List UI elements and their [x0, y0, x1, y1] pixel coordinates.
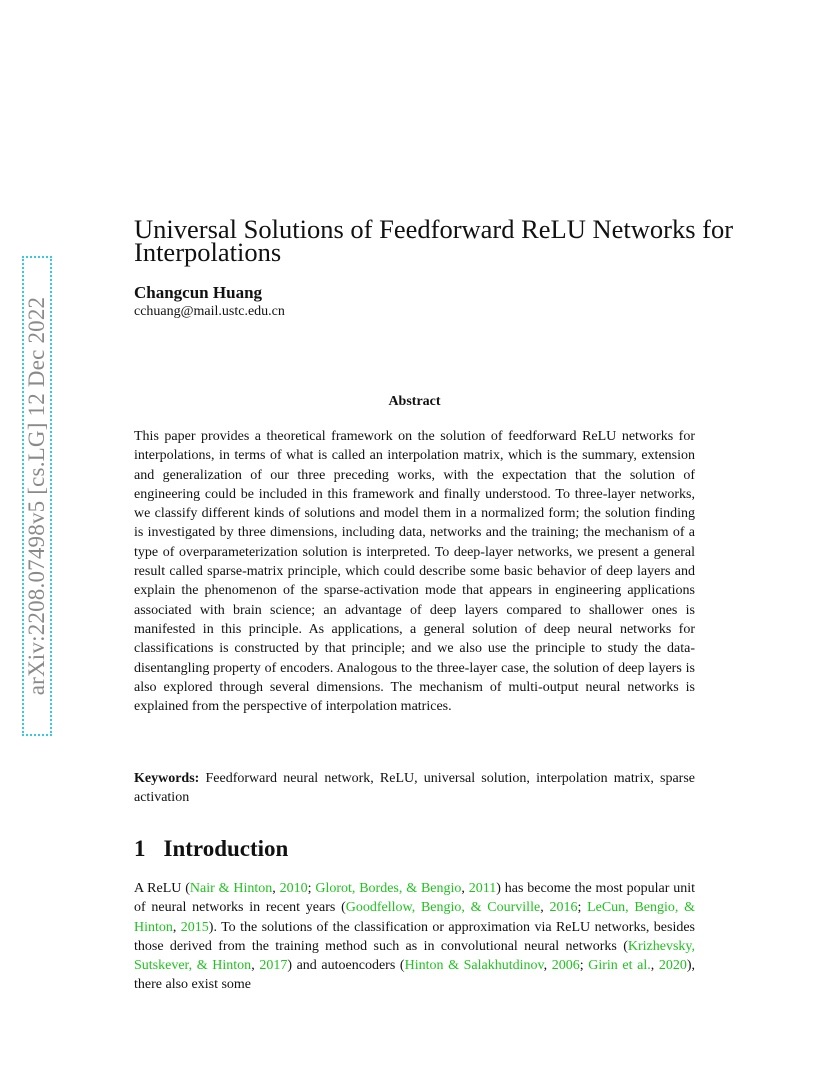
section-title: Introduction — [163, 836, 289, 861]
citation-link[interactable]: Girin et al. — [588, 958, 651, 974]
abstract-heading: Abstract — [388, 394, 441, 409]
abstract-text: This paper provides a theoretical framework on the solution of feedforward ReLU networks for interpolations, in terms of what is called an interpolation matrix, which is the summary, extension and generalization of our three preceding works, with the expectation that the solution of engineering could be included in this framework and finally understood. To three-layer networks, we classify different kinds of solutions and model them in a normalized form; the solution finding is investigated by three dimensions, including data, networks and the training; the mechanism of a type of overparameterization solution is interpreted. To deep-layer networks, we present a general result called sparse-matrix principle, which could describe some basic behavior of deep layers and explain the phenomenon of the sparse-activation mode that appears in engineering applications associated with brain science; an advantage of deep layers compared to shallower ones is manifested in this principle. As applications, a general solution of deep neural networks for classifications is constructed by that principle; and we also use the principle to study the data-disentangling property of encoders. Analogous to the three-layer case, the solution of deep layers is also explored through several dimensions. The mechanism of multi-output neural networks is explained from the perspective of interpolation matrices. — [134, 429, 695, 715]
section-heading — [134, 836, 288, 862]
citation-link[interactable]: 2011 — [468, 881, 497, 896]
citation-link[interactable]: Hinton & Salakhutdinov — [404, 958, 544, 974]
keywords-text: Feedforward neural network, ReLU, universal solution, interpolation matrix, sparse activation — [134, 771, 696, 806]
arxiv-identifier-box — [22, 256, 52, 736]
author-email: cchuang@mail.ustc.edu.cn — [134, 304, 285, 319]
citation-link[interactable]: 2016 — [549, 900, 578, 916]
citation-link[interactable]: 2017 — [259, 958, 288, 974]
citation-link[interactable]: Glorot, Bordes, & Bengio — [315, 881, 462, 896]
citation-link[interactable]: Goodfellow, Bengio, & Courville — [345, 900, 541, 916]
citation-link[interactable]: LeCun, Bengio, & Hinton — [134, 900, 696, 935]
intro-paragraph: A ReLU (Nair & Hinton, 2010; Glorot, Bordes, & Bengio, 2011) has become the most popular unit of neural networks in recent years (Goodfellow, Bengio, & Courville, 2016; LeCun, Bengio, & Hinton, 2015). To the solutions of the classification or approximation via ReLU networks, besides those derived from the training method such as in convolutional neural networks (Krizhevsky, Sutskever, & Hinton, 2017) and autoencoders (Hinton & Salakhutdinov, 2006; Girin et al., 2020), there also exist some — [134, 881, 696, 993]
author-name: Changcun Huang — [134, 283, 263, 302]
citation-link[interactable]: Krizhevsky, Sutskever, & Hinton — [134, 938, 695, 974]
section-number: 1 — [134, 836, 146, 861]
citation-link[interactable]: 2020 — [658, 958, 687, 974]
citation-link[interactable]: 2006 — [551, 958, 580, 974]
citation-link[interactable]: Nair & Hinton — [189, 881, 273, 896]
citation-link[interactable]: 2010 — [279, 881, 308, 896]
keywords-label: Keywords: — [134, 771, 200, 786]
keywords — [134, 769, 695, 808]
arxiv-identifier: arXiv:2208.07498v5 [cs.LG] 12 Dec 2022 — [24, 296, 49, 696]
paper-title: Universal Solutions of Feedforward ReLU Networks for Interpolations — [134, 214, 734, 267]
citation-link[interactable]: 2015 — [180, 919, 209, 935]
